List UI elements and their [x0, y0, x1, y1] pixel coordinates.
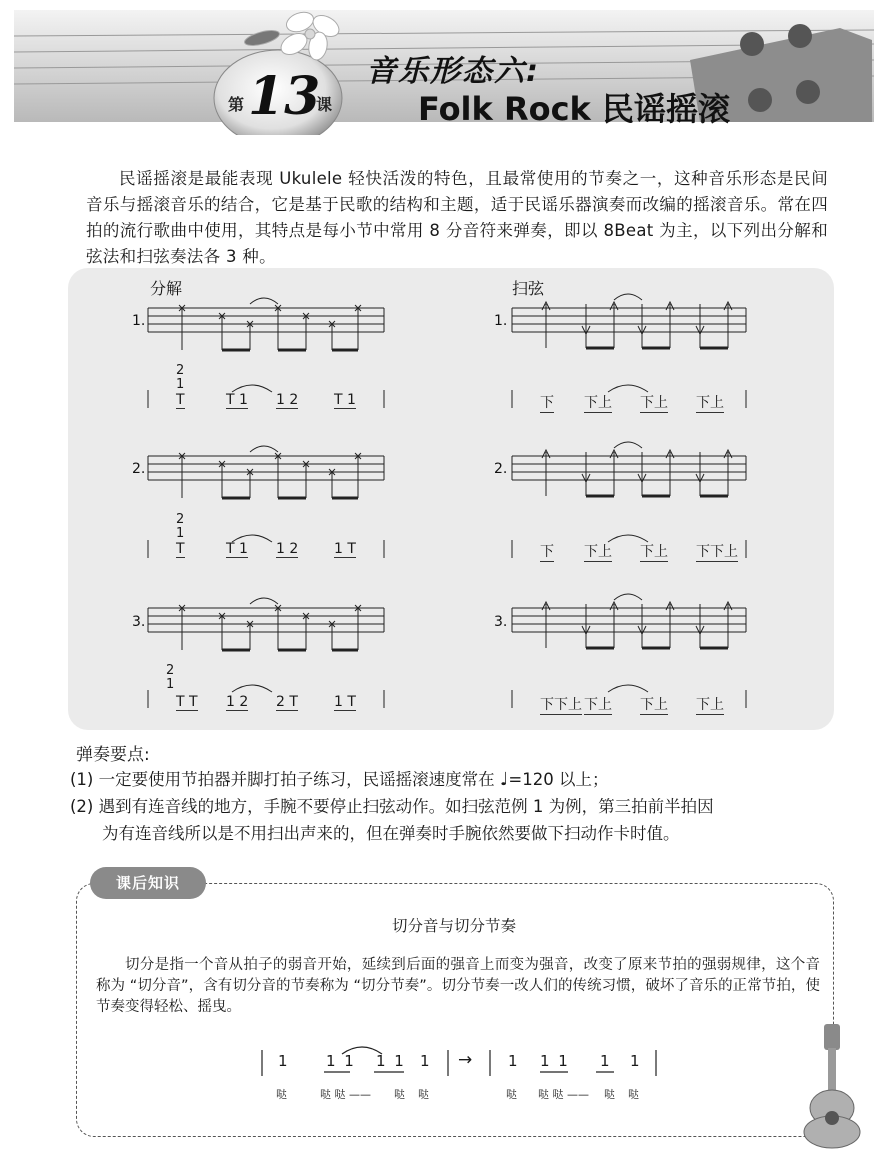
- right-example-number-2: 2.: [494, 461, 508, 477]
- rhythm-left-4: 1: [420, 1052, 430, 1070]
- tie-arc: [250, 446, 278, 452]
- point-2-text: (2) 遇到有连音线的地方，手腕不要停止扫弦动作。如扫弦范例 1 为例，第三拍前半拍因: [70, 797, 714, 816]
- left-row-3-tab-4: 1 T: [334, 694, 356, 710]
- lesson-prefix: 第: [228, 95, 245, 114]
- syllable-right-1: 哒: [506, 1088, 517, 1101]
- title-line-1: 音乐形态六:: [366, 54, 540, 89]
- syllable-right-3: 哒: [604, 1088, 615, 1101]
- right-row-1-tab-4: 下上: [696, 392, 724, 413]
- knowledge-body: [96, 955, 820, 1018]
- intro-text: 民谣摇滚是最能表现 Ukulele 轻快活泼的特色，且最常使用的节奏之一，这种音乐形态是民间音乐与摇滚音乐的结合，它是基于民歌的结构和主题，适于民谣乐器演奏而改编的摇滚音乐。常在四拍的流行歌曲中使用，其特点是每小节中常用 8 分音符来弹奏，即以 8Beat 为主，以下列出分解和弦法和扫弦奏法各 3 种。: [86, 169, 828, 266]
- strumming-label: 扫弦: [512, 279, 545, 298]
- right-row-3-tab-3: 下上: [640, 694, 668, 715]
- right-row-2-tab-1: 下: [540, 541, 554, 562]
- stack-digit: 1: [166, 677, 175, 692]
- tie-arc: [614, 294, 642, 300]
- arrow-icon: →: [458, 1050, 473, 1070]
- point-1: [70, 766, 608, 793]
- point-1-text: (1) 一定要使用节拍器并脚打拍子练习，民谣摇滚速度常在: [70, 770, 500, 789]
- left-row-3-tab-1: T T: [176, 694, 198, 710]
- tie-arc: [614, 442, 642, 448]
- left-row-2-tab-4: 1 T: [334, 541, 356, 557]
- left-example-number-3: 3.: [132, 614, 146, 630]
- tab-tie-arc: [232, 385, 272, 392]
- left-row-1-tab-4: T 1: [334, 392, 356, 408]
- left-row-1-tab-2: T 1: [226, 392, 248, 408]
- left-row-2-tab-2: T 1: [226, 541, 248, 557]
- left-row-1-tab-3: 1 2: [276, 392, 299, 408]
- stack-digit: 1: [176, 377, 185, 392]
- rhythm-right-3: 1: [600, 1052, 610, 1070]
- left-row-3-tab-3: 2 T: [276, 694, 298, 710]
- tie-arc: [250, 598, 278, 604]
- fingerpicking-label: 分解: [150, 279, 183, 298]
- right-row-1-tab-2: 下上: [584, 392, 612, 413]
- left-example-number-1: 1.: [132, 313, 146, 329]
- fingering-stack-1: [176, 364, 184, 392]
- tie-arc: [250, 298, 278, 304]
- right-row-3-tab-4: 下上: [696, 694, 724, 715]
- syllable-left-3: 哒: [394, 1088, 405, 1101]
- quarter-note-icon: ♩: [499, 769, 509, 790]
- left-row-1-tab-1: T: [176, 392, 185, 408]
- ukulele-icon: [780, 1020, 880, 1150]
- syllable-right-2: 哒 哒 ——: [538, 1088, 589, 1101]
- fingering-stack-3: [166, 664, 174, 692]
- syllable-left-2: 哒 哒 ——: [320, 1088, 371, 1101]
- right-example-number-3: 3.: [494, 614, 508, 630]
- rhythm-right-4: 1: [630, 1052, 640, 1070]
- point-2: [70, 793, 714, 820]
- rhythm-left-3: 1 1: [376, 1052, 406, 1070]
- right-row-1-tab-1: 下: [540, 392, 554, 413]
- right-row-3-tab-2: 下上: [584, 694, 612, 715]
- rhythm-right-1: 1: [508, 1052, 518, 1070]
- stack-digit: 2: [176, 512, 185, 527]
- rhythm-right-2: 1 1: [540, 1052, 570, 1070]
- rhythm-example: [0, 1040, 889, 1110]
- tab-tie-arc: [232, 685, 272, 692]
- syllable-right-4: 哒: [628, 1088, 639, 1101]
- point-2-text-cont: 为有连音线所以是不用扫出声来的，但在弹奏时手腕依然要做下扫动作卡时值。: [102, 824, 680, 843]
- tab-tie-arc: [608, 385, 648, 392]
- point-2-continued: [102, 820, 680, 847]
- knowledge-text: 切分是指一个音从拍子的弱音开始，延续到后面的强音上而变为强音，改变了原来节拍的强弱规律，这个音称为 “切分音”，含有切分音的节奏称为 “切分节奏”。切分节奏一改人们的传统习惯，破坏了音乐的正常节拍，使节奏变得轻松、摇曳。: [96, 957, 820, 1015]
- left-row-2-tab-3: 1 2: [276, 541, 299, 557]
- knowledge-title: 切分音与切分节奏: [391, 917, 516, 935]
- right-row-2-tab-4: 下下上: [696, 541, 738, 562]
- left-row-2-tab-1: T: [176, 541, 185, 557]
- stack-digit: 2: [176, 363, 185, 378]
- points-title: 弹奏要点:: [76, 745, 150, 765]
- right-row-2-tab-3: 下上: [640, 541, 668, 562]
- knowledge-badge: 课后知识: [90, 867, 206, 899]
- lesson-number: 13: [248, 66, 321, 127]
- point-1-tempo: =120 以上；: [508, 770, 609, 789]
- right-row-2-tab-2: 下上: [584, 541, 612, 562]
- tie-arc: [614, 594, 642, 600]
- lesson-suffix: 课: [316, 95, 333, 114]
- fingering-stack-2: [176, 513, 184, 541]
- right-example-number-1: 1.: [494, 313, 508, 329]
- left-row-3-tab-2: 1 2: [226, 694, 249, 710]
- right-row-3-tab-1: 下下上: [540, 694, 582, 715]
- title-line-2: Folk Rock 民谣摇滚: [418, 90, 730, 128]
- rhythm-left-2: 1 1: [326, 1052, 356, 1070]
- tab-tie-arc: [608, 685, 648, 692]
- rhythm-left-1: 1: [278, 1052, 288, 1070]
- syllable-left-1: 哒: [276, 1088, 287, 1101]
- left-example-number-2: 2.: [132, 461, 146, 477]
- stack-digit: 1: [176, 526, 185, 541]
- right-row-1-tab-3: 下上: [640, 392, 668, 413]
- stack-digit: 2: [166, 663, 175, 678]
- syllable-left-4: 哒: [418, 1088, 429, 1101]
